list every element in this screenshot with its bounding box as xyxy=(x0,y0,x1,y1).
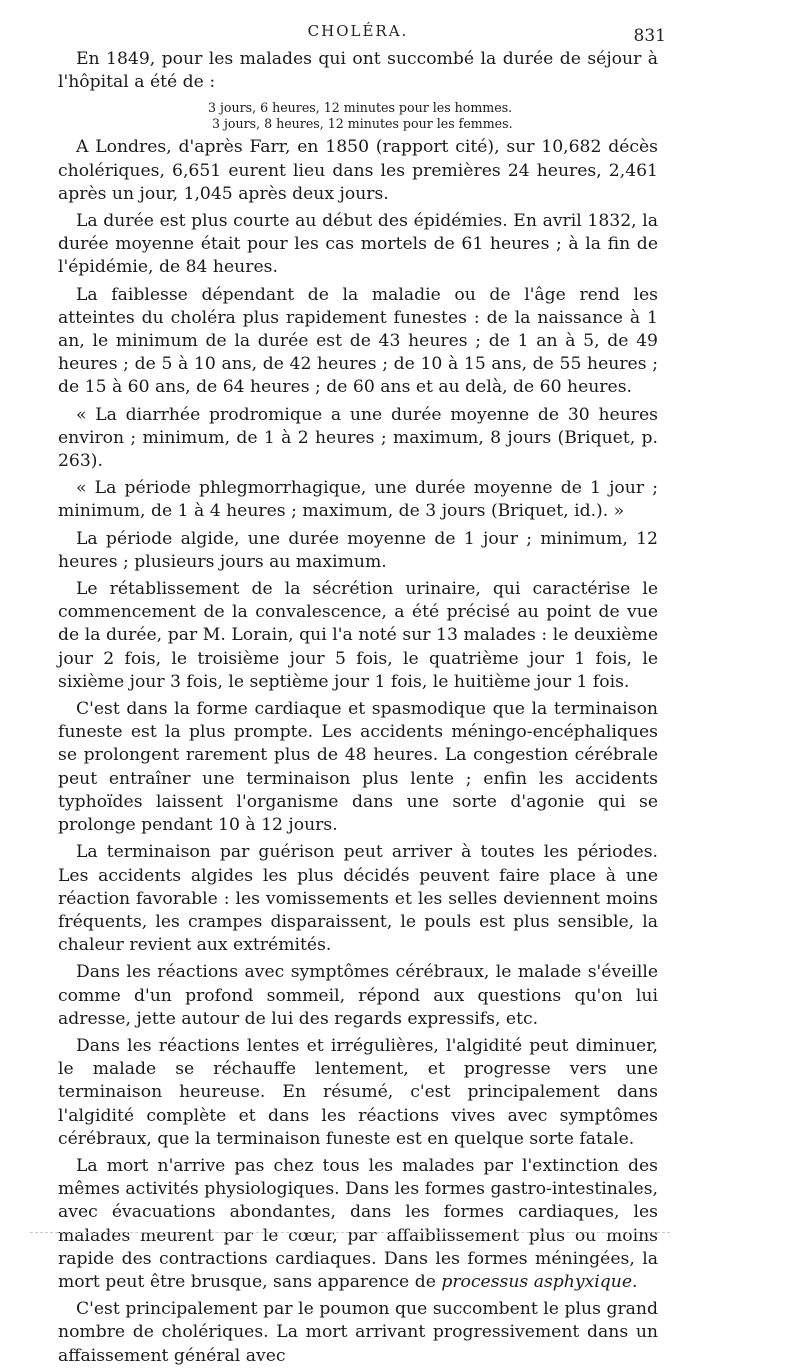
paragraph-cerebral-reactions: Dans les réactions avec symptômes cérébraux, le malade s'éveille comme d'un profond sommeil, répond aux questions qu'on lui adresse, jette autour de lui des regards expressifs, etc. xyxy=(58,962,658,1029)
durations-list xyxy=(208,100,658,132)
running-title: CHOLÉRA. xyxy=(307,22,409,40)
paragraph-cardiac-form: C'est dans la forme cardiaque et spasmodique que la terminaison funeste est la plus prompte. Les accidents méningo-encéphaliques se prolongent rarement plus de 48 heures. La congestion cérébrale peut entraîner une terminaison plus lente ; enfin les accidents typhoïdes laissent l'organisme dans une sorte d'agonie qui se prolonge pendant 10 à 12 jours. xyxy=(58,699,658,836)
paragraph-epidemic-start: La durée est plus courte au début des épidémies. En avril 1832, la durée moyenne était pour les cas mortels de 61 heures ; à la fin de l'épidémie, de 84 heures. xyxy=(58,211,658,278)
paragraph-1849-stay: En 1849, pour les malades qui ont succombé la durée de séjour à l'hôpital a été de : xyxy=(58,49,658,93)
asphyxic-process-term: processus asphyxique xyxy=(441,1271,632,1292)
duration-women: 3 jours, 8 heures, 12 minutes pour les femmes. xyxy=(212,116,513,132)
death-mechanisms-end: . xyxy=(631,1271,638,1292)
paragraph-lung-death: C'est principalement par le poumon que succombent le plus grand nombre de cholériques. La mort arrivant progressivement dans un affaissement général avec xyxy=(58,1299,658,1366)
paragraph-weakness-age: La faiblesse dépendant de la maladie ou de l'âge rend les atteintes du choléra plus rapidement funestes : de la naissance à 1 an, le minimum de la durée est de 43 heures ; de 1 an à 5, de 49 heures ; de 5 à 10 ans, de 42 heures ; de 10 à 15 ans, de 55 heures ; de 15 à 60 ans, de 64 heures ; de 60 ans et au delà, de 60 heures. xyxy=(58,284,658,398)
paragraph-london-farr: A Londres, d'après Farr, en 1850 (rapport cité), sur 10,682 décès cholériques, 6,651 eurent lieu dans les premières 24 heures, 2,461 après un jour, 1,045 après deux jours. xyxy=(58,137,658,204)
paragraph-recovery: La terminaison par guérison peut arriver à toutes les périodes. Les accidents algides les plus décidés peuvent faire place à une réaction favorable : les vomissements et les selles deviennent moins fréquents, les crampes disparaissent, le pouls est plus sensible, la chaleur revient aux extrémités. xyxy=(58,842,658,956)
death-mechanisms-text: La mort n'arrive pas chez tous les malades par l'extinction des mêmes activités physiologiques. Dans les formes gastro-intestinales, avec évacuations abondantes, dans les formes cardiaques, les malades meurent par le cœur, par affaiblissement plus ou moins rapide des contractions cardiaques. Dans les formes méningées, la mort peut être brusque, sans apparence de xyxy=(58,1155,658,1292)
paragraph-phlegmorrhagic-period: « La période phlegmorrhagique, une durée moyenne de 1 jour ; minimum, de 1 à 4 heures ; maximum, de 3 jours (Briquet, id.). » xyxy=(58,478,658,522)
book-page xyxy=(58,14,666,1372)
footer-rule xyxy=(30,1232,670,1233)
page-header xyxy=(58,14,666,48)
paragraph-death-mechanisms xyxy=(58,1155,658,1294)
paragraph-slow-reactions: Dans les réactions lentes et irrégulières, l'algidité peut diminuer, le malade se réchauffe lentement, et progresse vers une terminaison heureuse. En résumé, c'est principalement dans l'algidité complète et dans les réactions vives avec symptômes cérébraux, que la terminaison funeste est en quelque sorte fatale. xyxy=(58,1035,658,1149)
duration-men: 3 jours, 6 heures, 12 minutes pour les hommes. xyxy=(208,100,513,116)
page-number: 831 xyxy=(633,26,666,46)
paragraph-algid-period: La période algide, une durée moyenne de 1 jour ; minimum, 12 heures ; plusieurs jours au maximum. xyxy=(58,528,658,572)
paragraph-prodromal-diarrhea: « La diarrhée prodromique a une durée moyenne de 30 heures environ ; minimum, de 1 à 2 heures ; maximum, 8 jours (Briquet, p. 263). xyxy=(58,404,658,472)
paragraph-urinary-secretion: Le rétablissement de la sécrétion urinaire, qui caractérise le commencement de la convalescence, a été précisé au point de vue de la durée, par M. Lorain, qui l'a noté sur 13 malades : le deuxième jour 2 fois, le troisième jour 5 fois, le quatrième jour 1 fois, le sixième jour 3 fois, le septième jour 1 fois, le huitième jour 1 fois. xyxy=(58,579,658,692)
